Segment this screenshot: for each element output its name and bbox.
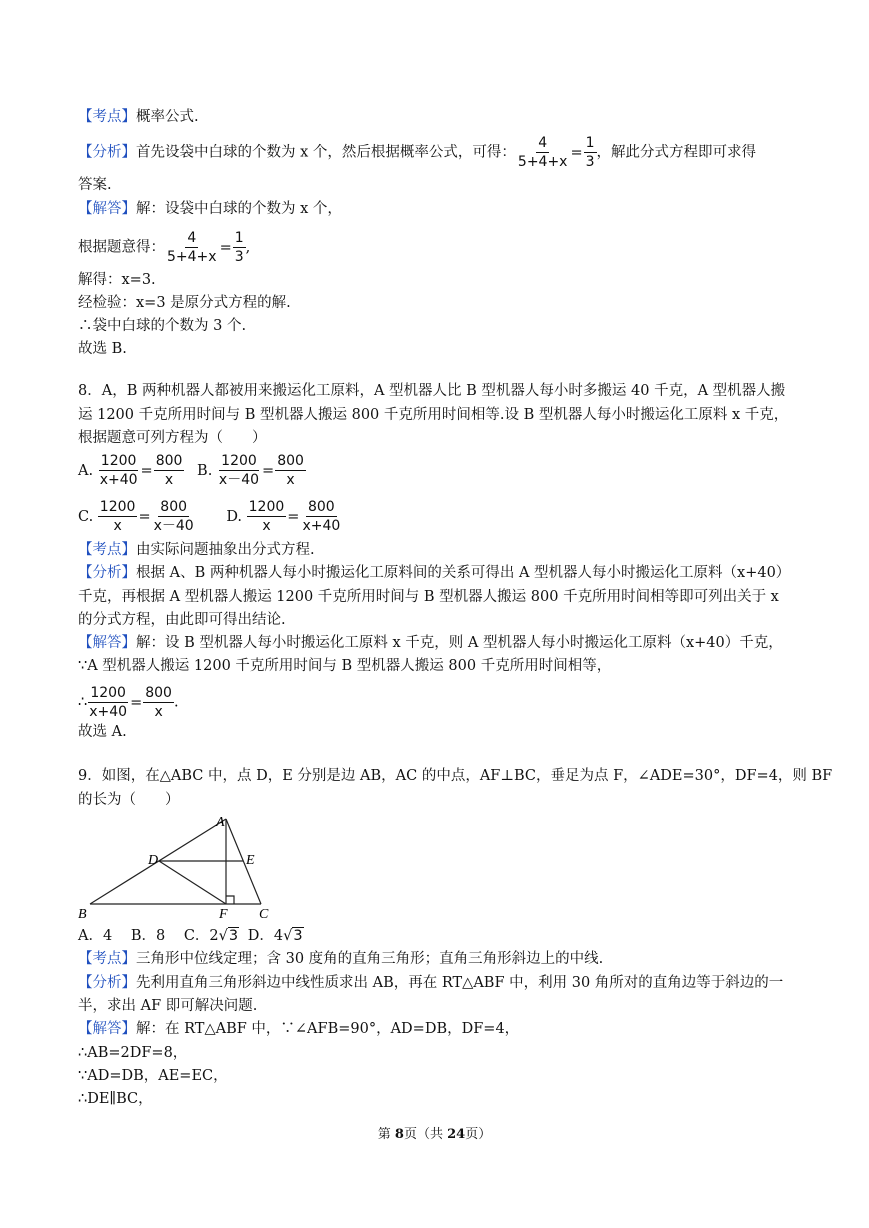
q8-fenxi-line-2: 千克，再根据 A 型机器人搬运 1200 千克所用时间与 B 型机器人搬运 800 千克所用时间相等即可列出关于 x — [78, 589, 779, 605]
q9-stem-line-2: 的长为（ ） — [78, 792, 180, 808]
q9-options-line — [78, 926, 304, 946]
q7-fenxi-line-2: 答案. — [78, 177, 112, 193]
page-total: 24 — [447, 1127, 466, 1142]
q9-jieda-line-3: ∵AD=DB，AE=EC， — [78, 1068, 228, 1084]
q8-options-row-1 — [78, 452, 306, 489]
q9-kaodian-line: 【考点】三角形中位线定理；含 30 度角的直角三角形；直角三角形斜边上的中线. — [78, 951, 604, 967]
jieda-tag: 【解答】 — [78, 201, 136, 217]
q8-stem-line-3: 根据题意可列方程为（ ） — [78, 430, 267, 446]
q7-jieda-line — [78, 199, 342, 219]
q8-option-c: C. $\frac{1200}{x}$ = $\frac{800}{x-40}$ — [78, 499, 194, 534]
q9-option-a: A．4 — [78, 928, 113, 944]
q7-fenxi-line: 【分析】首先设袋中白球的个数为 x 个，然后根据概率公式，可得： $\frac{4}{5+4+x}$ = $\frac{1}{3}$ ，解此分式方程即可求得 — [78, 135, 757, 170]
q7-kaodian-text: 概率公式. — [136, 109, 199, 125]
q8-options-row-2 — [78, 498, 342, 535]
fenxi-tag: 【分析】 — [78, 144, 136, 161]
q8-stem-line-2: 运 1200 千克所用时间与 B 型机器人搬运 800 千克所用时间相等.设 B 型机器人每小时搬运化工原料 x 千克， — [78, 407, 789, 423]
q8-option-b: B. $\frac{1200}{x-40}$ = $\frac{800}{x}$ — [197, 453, 304, 488]
q7-fenxi-pre: 首先设袋中白球的个数为 x 个，然后根据概率公式，可得： — [136, 144, 516, 161]
q8-option-d: D. $\frac{1200}{x}$ = $\frac{800}{x+40}$ — [226, 499, 341, 534]
q8-answer-line: 故选 A. — [78, 724, 127, 740]
label-b: B — [78, 907, 87, 922]
q9-option-c: C．2√3 — [183, 928, 239, 944]
q7-eq-fraction-1: $\frac{4}{5+4+x}$ — [167, 230, 217, 265]
q9-stem-line-1: 9．如图，在△ABC 中，点 D，E 分别是边 AB，AC 的中点，AF⊥BC，垂足为点 F，∠ADE=30°，DF=4，则 BF — [78, 768, 833, 784]
q9-jieda-line-1: 【解答】解：在 RT△ABF 中，∵∠AFB=90°，AD=DB，DF=4， — [78, 1021, 520, 1037]
q8-option-a: A. $\frac{1200}{x+40}$ = $\frac{800}{x}$ — [78, 453, 183, 488]
q9-fenxi-line-1: 【分析】先利用直角三角形斜边中线性质求出 AB，再在 RT△ABF 中，利用 30 角所对的直角边等于斜边的一 — [78, 975, 784, 991]
label-a: A — [216, 815, 225, 830]
page-number: 8 — [394, 1127, 404, 1142]
q8-fenxi-line-3: 的分式方程，由此即可得出结论. — [78, 612, 286, 628]
q7-fenxi-post: ，解此分式方程即可求得 — [596, 144, 757, 161]
q7-conclusion-line: ∴袋中白球的个数为 3 个. — [78, 318, 247, 334]
q7-fenxi-fraction-1: $\frac{4}{5+4+x}$ — [517, 135, 568, 170]
q7-solve-line: 解得：x=3. — [78, 272, 156, 288]
kaodian-tag: 【考点】 — [78, 109, 136, 125]
q7-kaodian-line — [78, 107, 199, 127]
q7-eq-fraction-2: $\frac{1}{3}$ — [234, 230, 244, 265]
q9-jieda-line-4: ∴DE∥BC， — [78, 1091, 153, 1107]
label-c: C — [259, 907, 269, 922]
q8-jieda-line-2: ∵A 型机器人搬运 1200 千克所用时间与 B 型机器人搬运 800 千克所用时间相等， — [78, 658, 612, 674]
q7-fenxi-fraction-2: $\frac{1}{3}$ — [585, 135, 595, 170]
q7-answer-line: 故选 B. — [78, 341, 127, 357]
q9-jieda-line-2: ∴AB=2DF=8， — [78, 1045, 188, 1061]
q9-fenxi-line-2: 半，求出 AF 即可解决问题. — [78, 998, 258, 1014]
q9-option-b: B．8 — [130, 928, 166, 944]
q7-jieda-text: 解：设袋中白球的个数为 x 个， — [136, 201, 342, 217]
q9-option-d: D．4√3 — [247, 928, 303, 944]
q7-equation-line: 根据题意得： $\frac{4}{5+4+x}$ = $\frac{1}{3}$ , — [78, 230, 251, 265]
label-f: F — [219, 907, 228, 922]
q8-jieda-line-1: 【解答】解：设 B 型机器人每小时搬运化工原料 x 千克，则 A 型机器人每小时搬运化工原料（x+40）千克， — [78, 635, 783, 651]
page-footer: 第 8页（共 24页） — [377, 1127, 492, 1142]
label-e: E — [246, 853, 255, 868]
q8-fenxi-line-1: 【分析】根据 A、B 两种机器人每小时搬运化工原料间的关系可得出 A 型机器人每小时搬运化工原料（x+40） — [78, 565, 791, 581]
q8-stem-line-1: 8．A，B 两种机器人都被用来搬运化工原料，A 型机器人比 B 型机器人每小时多搬运 40 千克，A 型机器人搬 — [78, 383, 786, 399]
q8-equation-line: ∴ $\frac{1200}{x+40}$ = $\frac{800}{x}$ . — [78, 685, 179, 720]
label-d: D — [148, 853, 159, 868]
q9-triangle-figure — [76, 812, 276, 922]
q8-kaodian-line: 【考点】由实际问题抽象出分式方程. — [78, 542, 315, 558]
q7-check-line: 经检验：x=3 是原分式方程的解. — [78, 295, 291, 311]
